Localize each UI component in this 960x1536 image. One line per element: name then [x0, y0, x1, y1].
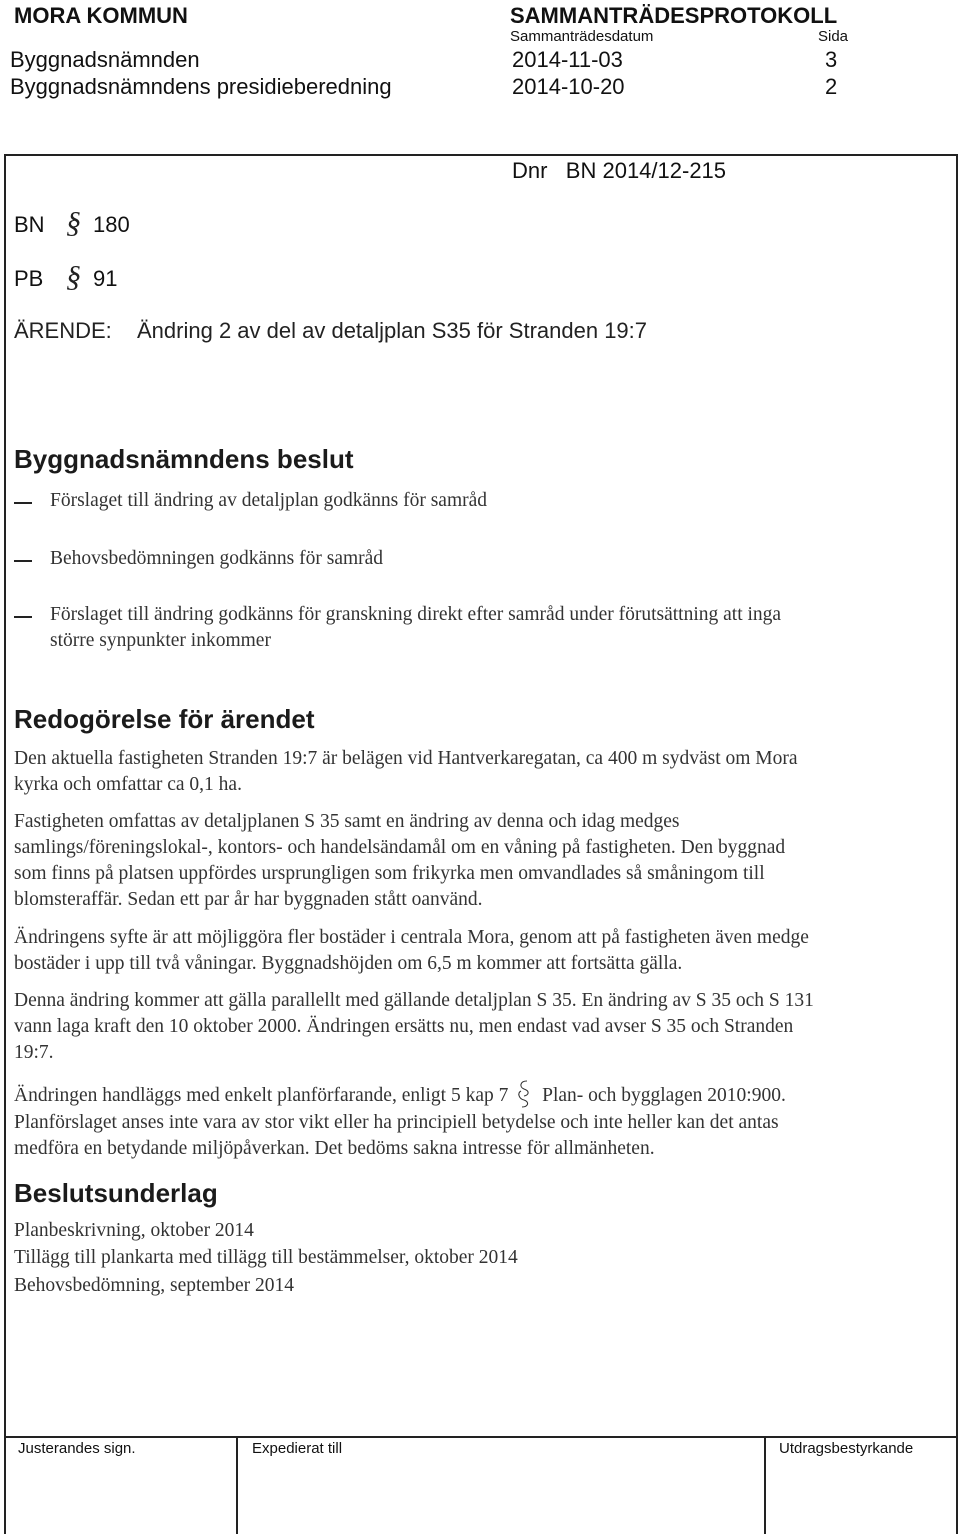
paragraph-code: PB	[14, 266, 44, 291]
arende-title: Ändring 2 av del av detaljplan S35 för Stranden 19:7	[137, 318, 648, 343]
page-column-label: Sida	[818, 28, 849, 45]
footer-column-divider	[764, 1436, 766, 1534]
page-number: 3	[825, 47, 838, 72]
section-sign-icon: §	[66, 260, 81, 293]
diary-number	[512, 158, 726, 184]
paragraph-number: 91	[93, 266, 118, 291]
date-column-label: Sammanträdesdatum	[510, 28, 654, 45]
report-line-with-law-ref: Ändringen handläggs med enkelt planförfarande, enligt 5 kap 7 Plan- och bygglagen 2010:900.	[14, 1078, 934, 1110]
diary-number-value: BN 2014/12-215	[565, 158, 727, 183]
frame-top-border	[4, 154, 958, 156]
arende-label: ÄRENDE:	[14, 318, 112, 343]
report-heading: Redogörelse för ärendet	[14, 704, 315, 734]
meeting-body: Byggnadsnämnden	[10, 47, 200, 72]
report-paragraph: Den aktuella fastigheten Stranden 19:7 är belägen vid Hantverkaregatan, ca 400 m sydväst om Mora kyrka och omfattar ca 0,1 ha.	[14, 748, 798, 795]
decision-item: Förslaget till ändring av detaljplan godkänns för samråd	[50, 490, 488, 511]
report-paragraph: Ändringen handläggs med enkelt planförfarande, enligt 5 kap 7 Plan- och bygglagen 2010:900. Planförslaget anses inte vara av stor vikt eller ha principiell betydelse och inte heller kan det antas medföra en betydande miljöpåverkan. Det bedöms sakna intresse för allmänheten.	[14, 1078, 934, 1162]
meeting-date: 2014-11-03	[512, 47, 623, 72]
dash-bullet-icon	[14, 502, 32, 504]
decision-item: Behovsbedömningen godkänns för samråd	[50, 548, 384, 569]
decision-item: Förslaget till ändring godkänns för granskning direkt efter samråd under förutsättning att inga större synpunkter inkommer	[50, 604, 782, 651]
meeting-body: Byggnadsnämndens presidieberedning	[10, 74, 392, 99]
justerandes-sign-label: Justerandes sign.	[18, 1440, 136, 1457]
basis-heading: Beslutsunderlag	[14, 1178, 218, 1208]
dash-bullet-icon	[14, 616, 32, 618]
document-type: SAMMANTRÄDESPROTOKOLL	[510, 3, 838, 28]
dash-bullet-icon	[14, 560, 32, 562]
report-paragraph: Fastigheten omfattas av detaljplanen S 35 samt en ändring av denna och idag medges samlings/föreningslokal-, kontors- och handelsändamål om en våning på fastigheten. Den byggnad som finns på platsen uppfördes ursprungligen som frikyrka men omvandlades så småningom till blomsteraffär. Sedan ett par år har byggnaden stått oanvänd.	[14, 811, 786, 910]
footer-divider	[4, 1436, 958, 1438]
frame-left-border	[4, 154, 6, 1534]
paragraph-number: 180	[93, 212, 130, 237]
decision-heading: Byggnadsnämndens beslut	[14, 444, 354, 474]
basis-item: Tillägg till plankarta med tillägg till bestämmelser, oktober 2014	[14, 1247, 518, 1268]
expedierat-till-label: Expedierat till	[252, 1440, 343, 1457]
paragraph-code: BN	[14, 212, 45, 237]
footer-column-divider	[236, 1436, 238, 1534]
utdragsbestyrkande-label: Utdragsbestyrkande	[779, 1440, 914, 1457]
report-paragraph: Denna ändring kommer att gälla parallellt med gällande detaljplan S 35. En ändring av S 35 och S 131 vann laga kraft den 10 oktober 2000. Ändringen ersätts nu, men endast vad avser S 35 och Stranden 19:7.	[14, 990, 814, 1063]
section-sign-icon	[515, 1078, 533, 1110]
basis-item: Planbeskrivning, oktober 2014	[14, 1220, 254, 1241]
frame-right-border	[956, 154, 958, 1534]
diary-number-label: Dnr	[512, 158, 548, 183]
org-name: MORA KOMMUN	[14, 3, 188, 28]
report-paragraph: Ändringens syfte är att möjliggöra fler bostäder i centrala Mora, genom att på fastigheten även medge bostäder i upp till två våningar. Byggnadshöjden om 6,5 m kommer att fortsätta gälla.	[14, 927, 809, 974]
meeting-date: 2014-10-20	[512, 74, 625, 99]
page-number: 2	[825, 74, 838, 99]
section-sign-icon: §	[66, 206, 81, 239]
basis-item: Behovsbedömning, september 2014	[14, 1275, 294, 1296]
